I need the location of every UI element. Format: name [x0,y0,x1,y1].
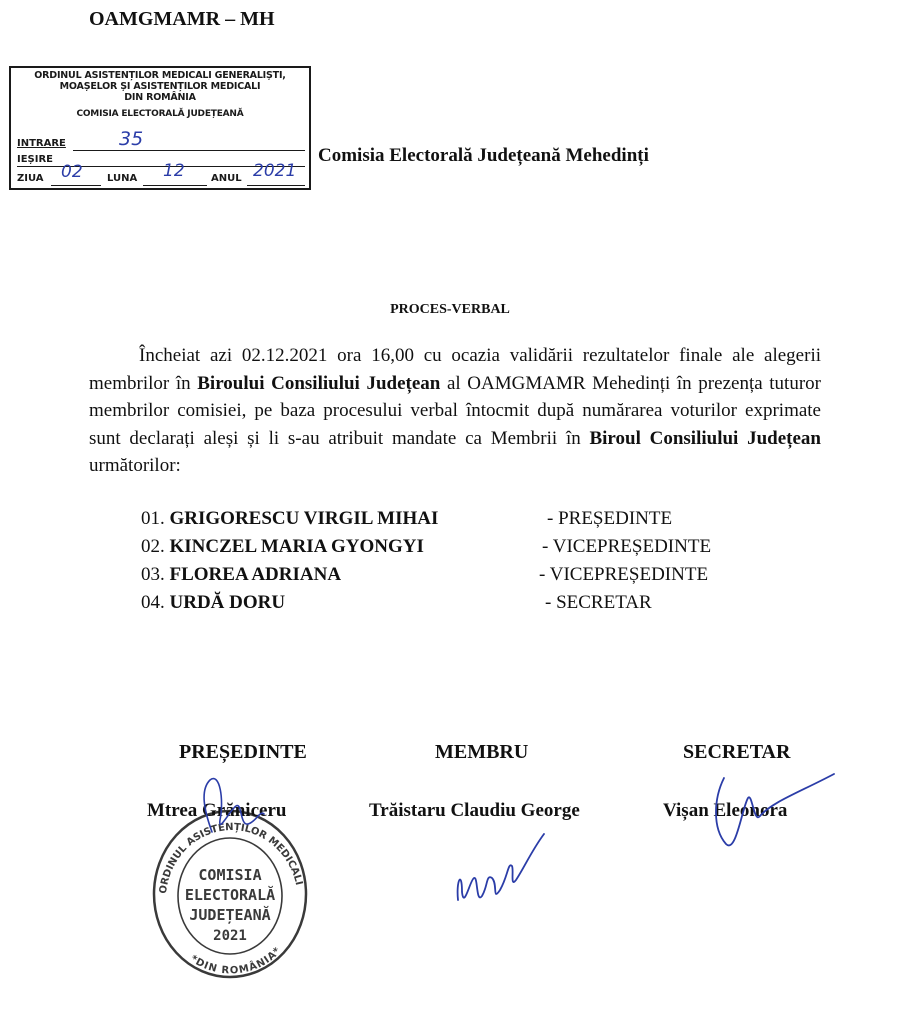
signature-role-secretary: SECRETAR [683,741,791,763]
svg-text:ELECTORALĂ: ELECTORALĂ [184,886,276,904]
stamp-year: 2021 [253,161,297,181]
stamp-month: 12 [163,161,185,181]
stamp-header-line: ORDINUL ASISTENȚILOR MEDICALI GENERALIȘTI, [34,70,286,81]
stamp-iesire-label: IEȘIRE [17,154,54,165]
addressee: Comisia Electorală Județeană Mehedinți [318,145,649,166]
stamp-rule [51,185,101,186]
signature-role-president: PREȘEDINTE [179,741,307,763]
member-item [141,592,285,614]
organization-code: OAMGMAMR – MH [89,8,275,30]
stamp-rule [73,150,305,151]
stamp-intrare-label: INTRARE [17,138,66,149]
president-handwritten-signature [190,770,280,850]
signature-name-secretary: Vișan Eleonora [663,800,788,821]
svg-text:JUDEȚEANĂ: JUDEȚEANĂ [189,906,271,924]
member-number: 01. [141,508,165,529]
member-role: - SECRETAR [545,592,652,613]
signature-role-member: MEMBRU [435,741,529,763]
secretary-handwritten-signature [700,768,840,858]
stamp-commission-line: COMISIA ELECTORALĂ JUDEȚEANĂ [76,109,244,119]
member-item [141,508,438,530]
stamp-anul-label: ANUL [211,173,242,184]
paragraph-segment-bold: Biroului Consiliului Județean [197,372,441,394]
paragraph-segment: al OAMGMAMR Mehedinți în prezența tuturor membrilor comisiei, pe baza procesului verbal întocmit după numărarea voturilor exprimate sunt declarați aleși și li s-au atribuit mandate ca Membrii în [89,372,821,449]
member-item [141,564,341,586]
signature-name-member: Trăistaru Claudiu George [369,800,580,821]
stamp-registration-number: 35 [119,128,144,150]
svg-text:COMISIA: COMISIA [198,866,262,884]
member-name: URDĂ DORU [169,592,286,613]
member-number: 04. [141,592,165,613]
stamp-day: 02 [61,162,83,182]
stamp-rule [143,185,207,186]
registration-stamp [9,66,311,190]
paragraph-segment: următorilor: [89,455,181,476]
signature-name-president: Mtrea Grăniceru [147,800,287,821]
paragraph-segment-bold: Biroul Consiliului Județean [589,427,821,449]
member-name: FLOREA ADRIANA [169,564,342,585]
member-name: KINCZEL MARIA GYONGYI [169,536,424,557]
stamp-rule [247,185,305,186]
member-role: - PREȘEDINTE [547,508,673,529]
member-name: GRIGORESCU VIRGIL MIHAI [169,508,439,529]
member-number: 02. [141,536,165,557]
stamp-header-line: DIN ROMÂNIA [124,92,196,103]
member-number: 03. [141,564,165,585]
member-role: - VICEPREȘEDINTE [539,564,709,585]
member-role: - VICEPREȘEDINTE [542,536,712,557]
svg-text:ORDINUL ASISTENȚILOR MEDICALI: ORDINUL ASISTENȚILOR MEDICALI GENERALIȘTI, [145,784,305,895]
stamp-luna-label: LUNA [107,173,138,184]
svg-text:2021: 2021 [213,928,247,944]
member-handwritten-signature [452,830,552,920]
paragraph-segment: Încheiat azi 02.12.2021 ora 16,00 cu ocazia validării rezultatelor finale ale alegerii membrilor în [89,345,821,394]
member-item [141,536,424,558]
document-title: PROCES-VERBAL [390,302,510,317]
stamp-ziua-label: ZIUA [17,173,44,184]
body-paragraph [89,342,821,480]
stamp-header-line: MOAȘELOR ȘI ASISTENȚILOR MEDICALI [59,81,261,92]
svg-text:*DIN ROMÂNIA*: *DIN ROMÂNIA* [188,945,284,977]
